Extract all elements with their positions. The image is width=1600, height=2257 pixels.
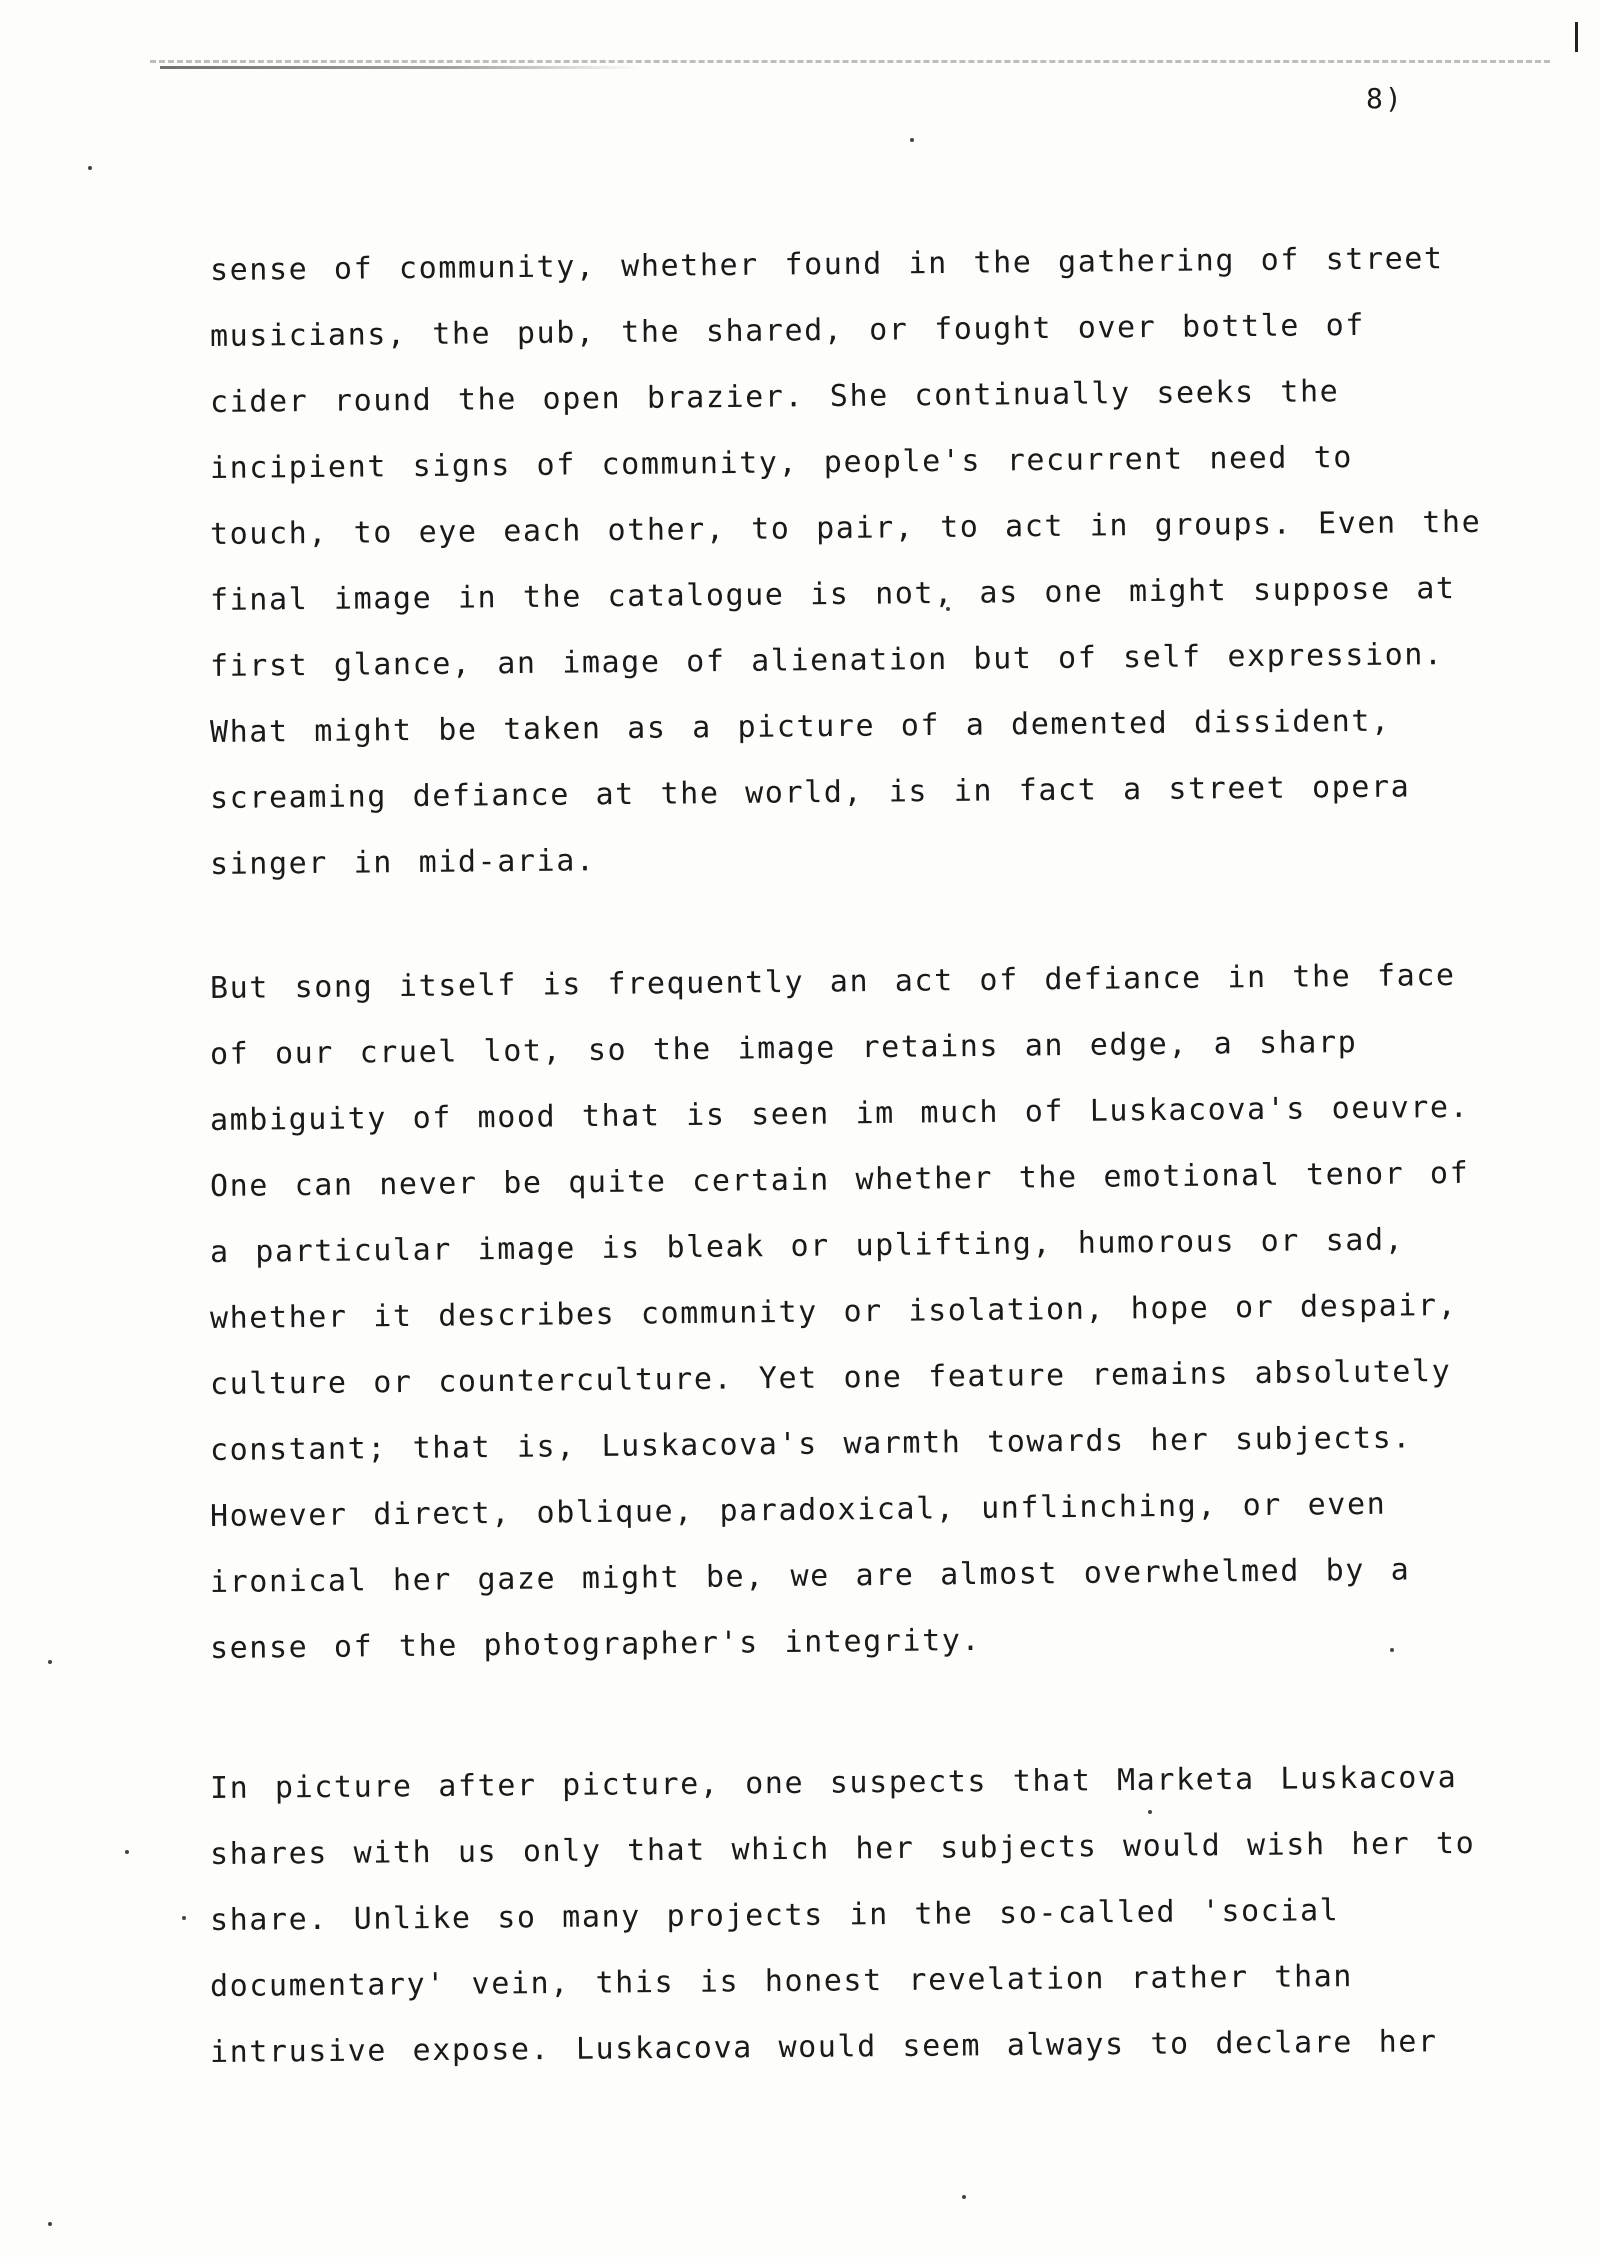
text-line: In picture after picture, one suspects that Marketa Luskacova [209, 1760, 1458, 1806]
text-line: singer in mid-aria. [209, 843, 596, 882]
text-line: constant; that is, Luskacova's warmth towards her subjects. [209, 1420, 1413, 1468]
text-line: ambiguity of mood that is seen im much of Luskacova's oeuvre. [209, 1089, 1470, 1138]
text-line: of our cruel lot, so the image retains an edge, a sharp [209, 1024, 1358, 1072]
text-line: What might be taken as a picture of a demented dissident, [209, 703, 1391, 750]
text-line: cider round the open brazier. She continually seeks the [209, 374, 1340, 420]
speck [88, 166, 92, 170]
paragraph-1 [209, 238, 1482, 898]
text-line: One can never be quite certain whether the emotional tenor of [209, 1155, 1470, 1204]
speck [910, 138, 914, 142]
text-line: touch, to eye each other, to pair, to act in groups. Even the [209, 504, 1482, 552]
scan-artifact-dashed-line [150, 60, 1550, 63]
scan-artifact-solid-line [160, 66, 640, 69]
text-line: sense of the photographer's integrity. [209, 1622, 982, 1666]
text-line: intrusive expose. Luskacova would seem always to declare her [209, 2024, 1438, 2070]
speck [48, 1660, 52, 1664]
paragraph-3 [209, 1756, 1476, 2086]
speck [182, 1916, 186, 1920]
text-line: sense of community, whether found in the gathering of street [209, 241, 1444, 288]
text-line: culture or counterculture. Yet one feature remains absolutely [209, 1354, 1452, 1402]
scan-artifact-tick [1575, 22, 1578, 52]
speck [48, 2222, 52, 2226]
text-line: screaming defiance at the world, is in fact a street opera [209, 769, 1411, 816]
speck [125, 1850, 129, 1854]
text-line: ironical her gaze might be, we are almost overwhelmed by a [209, 1552, 1411, 1600]
text-line: share. Unlike so many projects in the so-called 'social [209, 1893, 1340, 1938]
text-line: a particular image is bleak or uplifting, humorous or sad, [209, 1222, 1405, 1270]
text-line: shares with us only that which her subjects would wish her to [209, 1825, 1476, 1872]
text-line: first glance, an image of alienation but of self expression. [209, 637, 1444, 684]
text-line: musicians, the pub, the shared, or fought over bottle of [209, 307, 1366, 354]
text-line: However direct, oblique, paradoxical, unflinching, or even [209, 1486, 1387, 1534]
text-line: But song itself is frequently an act of defiance in the face [209, 957, 1456, 1006]
text-line: incipient signs of community, people's recurrent need to [209, 440, 1354, 486]
text-line: documentary' vein, this is honest revelation rather than [209, 1959, 1354, 2004]
text-line: whether it describes community or isolation, hope or despair, [209, 1287, 1458, 1336]
text-line: final image in the catalogue is not, as one might suppose at [209, 571, 1456, 618]
page-number: 8) [1366, 82, 1404, 115]
speck [962, 2195, 966, 2199]
paragraph-2 [209, 956, 1470, 1682]
